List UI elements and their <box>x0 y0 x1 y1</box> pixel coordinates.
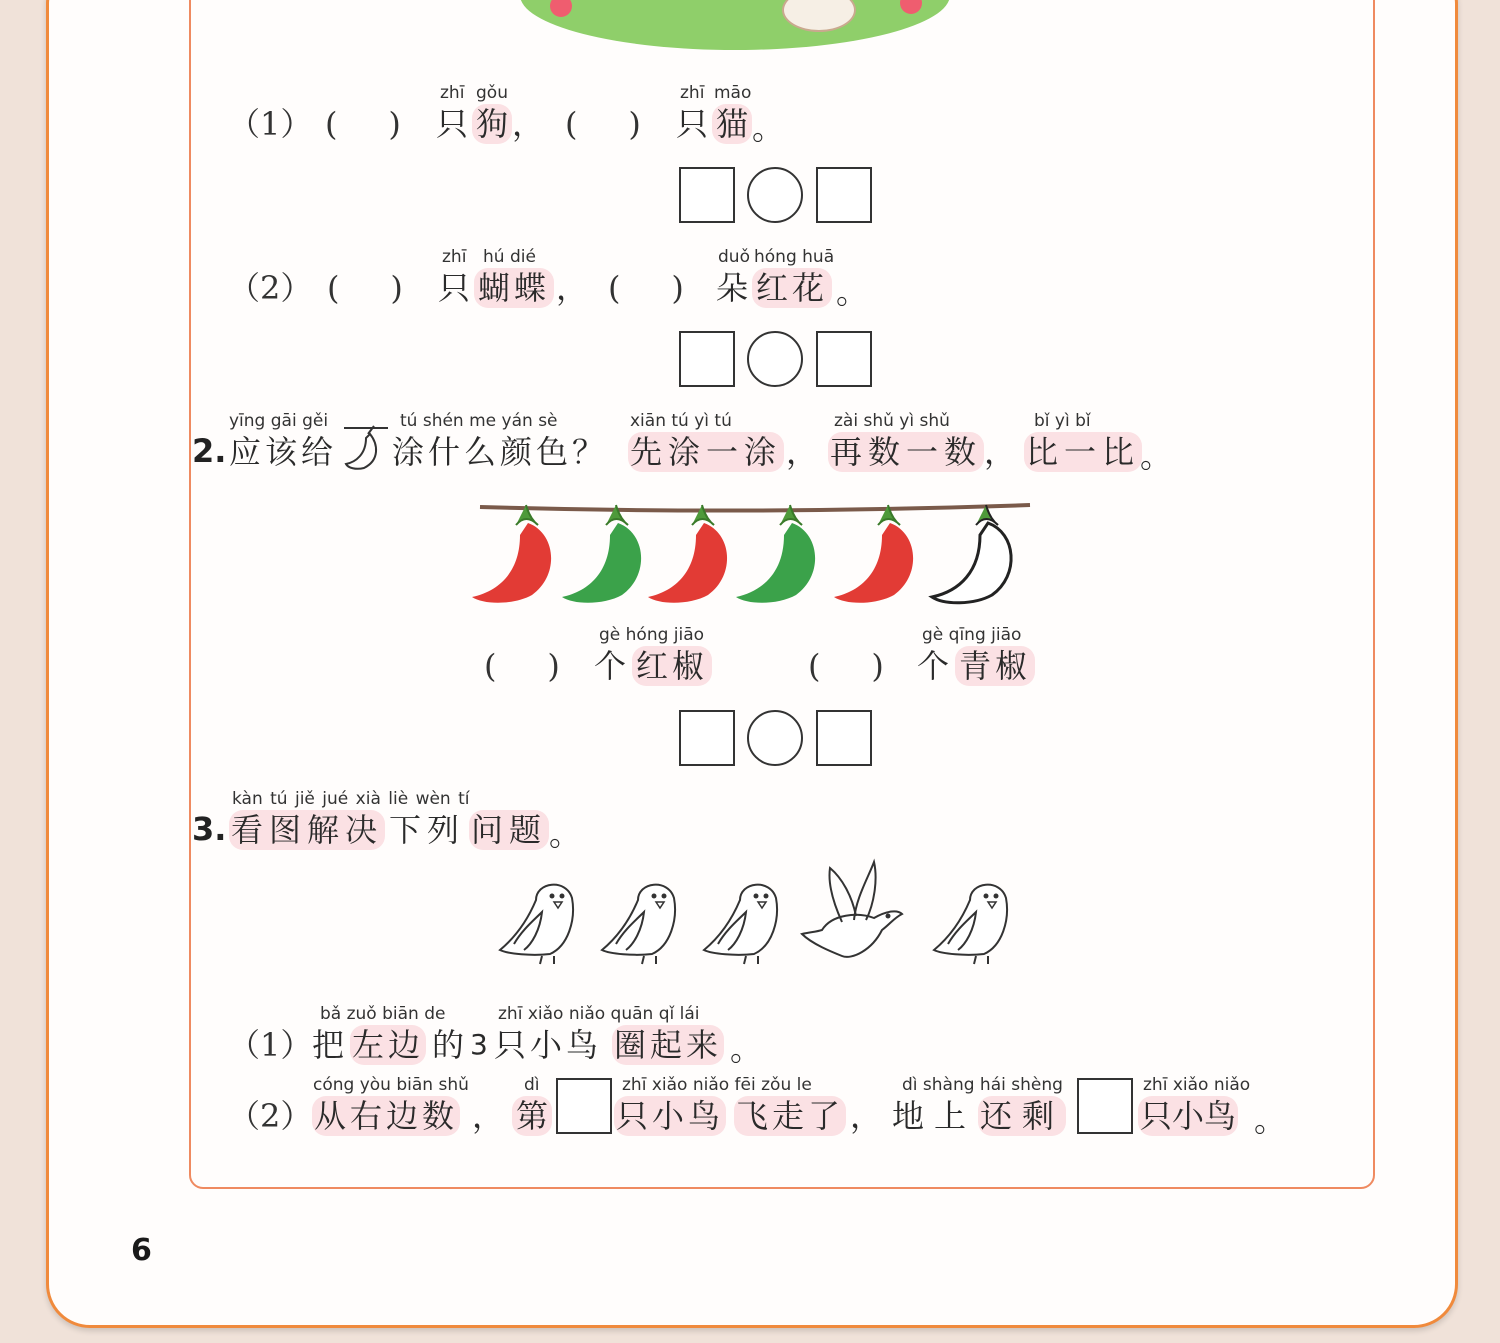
sentence-highlight: 还剩 <box>980 1097 1065 1135</box>
question-number: 3. <box>192 810 227 848</box>
pinyin: māo <box>714 83 752 103</box>
page-number: 6 <box>131 1233 152 1268</box>
word-red-pepper: 红椒 <box>632 646 712 686</box>
sentence-text: 只小鸟 <box>494 1026 603 1064</box>
punct: 。 <box>1254 1101 1287 1139</box>
instruction-highlight: 先涂一涂 <box>630 433 783 471</box>
punct: 。 <box>549 815 582 853</box>
part-label: （2） <box>228 1097 313 1135</box>
word-cat: 猫 <box>712 104 752 144</box>
punct: ， <box>786 433 819 471</box>
punct: ， <box>556 269 589 307</box>
punct: 。 <box>836 273 869 311</box>
sentence-highlight: 只小鸟 <box>1140 1097 1237 1135</box>
measure-word: 只 <box>676 105 709 143</box>
pinyin: zhī xiǎo niǎo quān qǐ lái <box>498 1004 700 1024</box>
measure-word: 朵 <box>716 269 749 307</box>
pinyin: hú dié <box>483 247 536 267</box>
pinyin: bǎ zuǒ biān de <box>320 1004 446 1024</box>
measure-word: 个 <box>594 647 627 685</box>
pinyin: zhī <box>680 83 705 103</box>
red-pepper-icon <box>834 505 913 603</box>
word-green-pepper: 青椒 <box>955 646 1035 686</box>
compare-circle[interactable] <box>747 710 803 766</box>
answer-box[interactable] <box>556 1078 612 1134</box>
flower-icon <box>550 0 572 17</box>
answer-blank[interactable]: ( ) <box>327 269 403 307</box>
answer-box[interactable] <box>816 331 872 387</box>
instruction-highlight: 再数一数 <box>830 433 983 471</box>
sentence-highlight: 圈起来 <box>614 1026 723 1064</box>
answer-box[interactable] <box>816 167 872 223</box>
answer-box[interactable] <box>679 167 735 223</box>
blank-pepper-icon[interactable] <box>932 505 1011 603</box>
answer-box[interactable] <box>1077 1078 1133 1134</box>
punct: 。 <box>730 1030 763 1068</box>
pinyin: gè qīng jiāo <box>922 625 1022 645</box>
pepper-icon <box>344 422 390 472</box>
pinyin: yīng gāi gěi <box>229 411 329 431</box>
pinyin: zhī xiǎo niǎo fēi zǒu le <box>622 1075 812 1095</box>
bird-icon[interactable] <box>704 885 777 964</box>
bird-icon[interactable] <box>602 885 675 964</box>
part-label: （1） <box>228 1026 313 1064</box>
red-pepper-icon <box>648 505 727 603</box>
red-pepper-icon <box>472 505 551 603</box>
measure-word: 只 <box>438 269 471 307</box>
pinyin: tú shén me yán sè <box>400 411 558 431</box>
sentence-highlight: 飞走了 <box>736 1097 845 1135</box>
birds-illustration <box>490 860 1020 970</box>
answer-blank[interactable]: ( ) <box>325 105 401 143</box>
pinyin: kàn tú jiě jué xià liè wèn tí <box>232 789 470 809</box>
pinyin: zài shǔ yì shǔ <box>834 411 950 431</box>
flower-icon <box>900 0 922 14</box>
part-label: （2） <box>228 269 313 307</box>
title-text: 下列 <box>389 811 466 849</box>
word-dog: 狗 <box>472 104 512 144</box>
pinyin: duǒ <box>718 247 750 267</box>
pinyin: zhī <box>442 247 467 267</box>
answer-blank[interactable]: ( ) <box>808 647 884 685</box>
bunny-icon <box>782 0 856 32</box>
pinyin: gǒu <box>476 83 508 103</box>
sentence-highlight: 左边 <box>352 1026 425 1064</box>
answer-blank[interactable]: ( ) <box>608 269 684 307</box>
green-pepper-icon <box>562 505 641 603</box>
title-highlight: 看图解决 <box>231 811 384 849</box>
sentence-text: 把 <box>312 1026 345 1064</box>
answer-box[interactable] <box>816 710 872 766</box>
instruction-highlight: 比一比 <box>1026 433 1141 471</box>
question-number: 2. <box>192 432 227 470</box>
punct: ， <box>850 1097 883 1135</box>
word-butterfly: 蝴蝶 <box>474 268 554 308</box>
instruction-text: 应该给 <box>229 433 338 471</box>
sentence-text: 的 <box>432 1026 465 1064</box>
punct: ， <box>472 1097 505 1135</box>
measure-word: 个 <box>917 647 950 685</box>
flying-bird-icon[interactable] <box>802 862 902 957</box>
sentence-highlight: 只小鸟 <box>616 1097 725 1135</box>
compare-circle[interactable] <box>747 167 803 223</box>
pinyin: gè hóng jiāo <box>599 625 705 645</box>
punct: ， <box>512 105 545 143</box>
sentence-text: 地上 <box>892 1097 977 1135</box>
answer-blank[interactable]: ( ) <box>484 647 560 685</box>
instruction-text: 涂什么颜色？ <box>392 433 609 471</box>
pinyin: dì shàng hái shèng <box>902 1075 1063 1095</box>
punct: 。 <box>1140 437 1173 475</box>
bird-icon[interactable] <box>934 885 1007 964</box>
green-pepper-icon <box>736 505 815 603</box>
measure-word: 只 <box>436 105 469 143</box>
pinyin: bǐ yì bǐ <box>1034 411 1091 431</box>
punct: 。 <box>752 109 785 147</box>
pinyin: cóng yòu biān shǔ <box>313 1075 469 1095</box>
bird-icon[interactable] <box>500 885 573 964</box>
number-three: 3 <box>470 1028 488 1061</box>
punct: ， <box>984 433 1017 471</box>
pinyin: zhī <box>440 83 465 103</box>
sentence-highlight: 从右边数 <box>314 1097 459 1135</box>
answer-box[interactable] <box>679 331 735 387</box>
word-red-flower: 红花 <box>752 268 832 308</box>
compare-circle[interactable] <box>747 331 803 387</box>
pepper-string-illustration <box>470 495 1040 610</box>
pinyin: zhī xiǎo niǎo <box>1143 1075 1251 1095</box>
part-label: （1） <box>228 105 313 143</box>
pinyin: dì <box>524 1075 540 1095</box>
answer-box[interactable] <box>679 710 735 766</box>
pinyin: hóng huā <box>754 247 835 267</box>
pinyin: xiān tú yì tú <box>630 411 732 431</box>
title-highlight: 问题 <box>471 811 548 849</box>
answer-blank[interactable]: ( ) <box>565 105 641 143</box>
sentence-highlight: 第 <box>512 1096 552 1136</box>
